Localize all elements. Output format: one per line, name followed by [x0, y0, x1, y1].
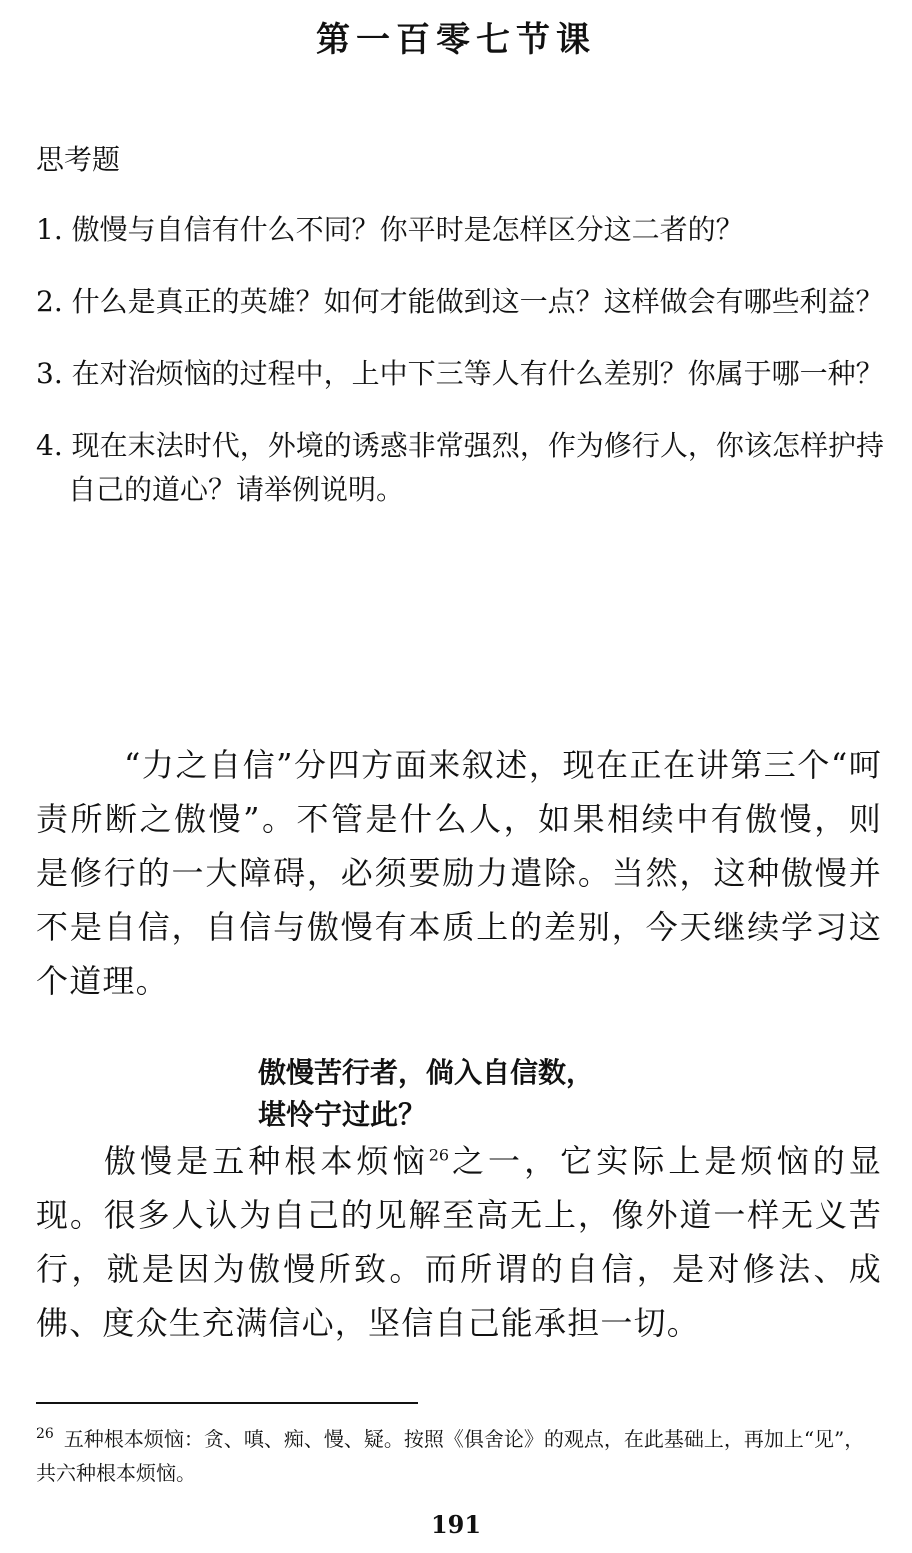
body-paragraph-2 — [36, 1134, 882, 1350]
body-paragraph-1: “力之自信”分四方面来叙述，现在正在讲第三个“呵责所断之傲慢”。不管是什么人，如果相续中有傲慢，则是修行的一大障碍，必须要励力遣除。当然，这种傲慢并不是自信，自信与傲慢有本质上的差别，今天继续学习这个道理。 — [36, 746, 882, 1000]
question-item-4: 4. 现在末法时代，外境的诱惑非常强烈，作为修行人，你该怎样护持自己的道心？请举例说明。 — [36, 429, 884, 506]
verse-line-1: 傲慢苦行者，倘入自信数， — [258, 1056, 595, 1089]
paragraph-2-end: 之一，它实际上是烦恼的显现。很多人认为自己的见解至高无上，像外道一样无义苦行，就是因为傲慢所致。而所谓的自信，是对修法、成佛、度众生充满信心，坚信自己能承担一切。 — [36, 1142, 882, 1342]
paragraph-2-start: 傲慢是五种根本烦恼 — [104, 1142, 429, 1180]
page-number: 191 — [430, 1510, 482, 1539]
question-item-2: 2. 什么是真正的英雄？如何才能做到这一点？这样做会有哪些利益？ — [36, 285, 884, 318]
footnote-reference[interactable]: 26 — [428, 1145, 450, 1165]
question-item-1: 1. 傲慢与自信有什么不同？你平时是怎样区分这二者的？ — [36, 213, 744, 246]
questions-heading: 思考题 — [36, 143, 121, 176]
lesson-title: 第一百零七节课 — [316, 20, 596, 60]
footnote — [36, 1422, 882, 1490]
footnote-text: 五种根本烦恼：贪、嗔、痴、慢、疑。按照《俱舍论》的观点，在此基础上，再加上“见”，共六种根本烦恼。 — [36, 1427, 865, 1485]
verse-line-2: 堪怜宁过此？ — [258, 1098, 427, 1131]
verse — [258, 1052, 594, 1136]
footnote-divider — [36, 1402, 418, 1404]
footnote-number: 26 — [36, 1426, 54, 1443]
question-item-3: 3. 在对治烦恼的过程中，上中下三等人有什么差别？你属于哪一种？ — [36, 357, 884, 390]
questions-list — [36, 208, 884, 540]
